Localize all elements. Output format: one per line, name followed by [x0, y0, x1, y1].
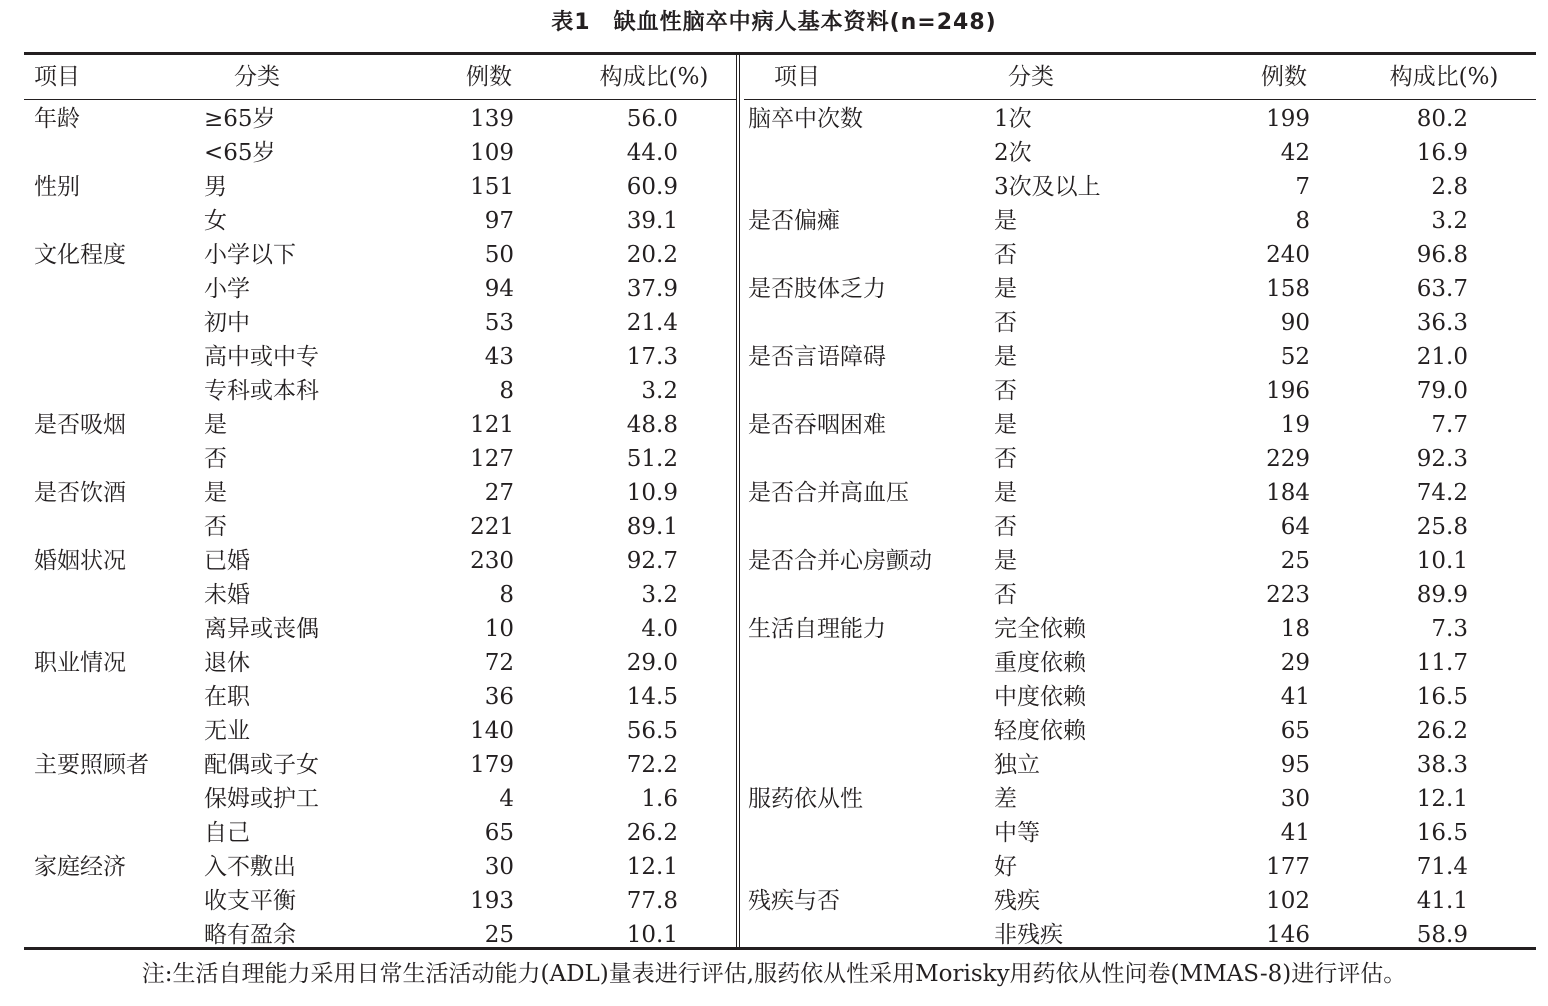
- cell-ratio: 29.0: [626, 650, 678, 676]
- table-row: [24, 884, 736, 918]
- cell-count: 97: [484, 208, 514, 234]
- table-row: [24, 306, 736, 340]
- cell-count: 193: [470, 888, 514, 914]
- cell-category: 中度依赖: [994, 684, 1086, 710]
- cell-count: 127: [470, 446, 514, 472]
- cell-ratio: 89.9: [1416, 582, 1468, 608]
- cell-ratio: 20.2: [626, 242, 678, 268]
- table-row: [24, 782, 736, 816]
- cell-item: 是否合并高血压: [748, 480, 909, 506]
- table-row: [24, 850, 736, 884]
- cell-category: 配偶或子女: [204, 752, 319, 778]
- table-row: [24, 170, 736, 204]
- cell-ratio: 7.3: [1431, 616, 1468, 642]
- cell-count: 121: [470, 412, 514, 438]
- table-right-half: [744, 55, 1536, 952]
- cell-item: 主要照顾者: [34, 752, 149, 778]
- cell-category: 否: [994, 310, 1017, 336]
- cell-category: 轻度依赖: [994, 718, 1086, 744]
- table-row: [24, 374, 736, 408]
- cell-item: 文化程度: [34, 242, 126, 268]
- cell-ratio: 3.2: [1431, 208, 1468, 234]
- cell-count: 199: [1266, 106, 1310, 132]
- cell-category: 退休: [204, 650, 250, 676]
- cell-ratio: 96.8: [1416, 242, 1468, 268]
- cell-count: 25: [484, 922, 514, 948]
- cell-category: 1次: [994, 106, 1032, 132]
- header-ratio: 构成比(%): [599, 64, 709, 90]
- header-count: 例数: [466, 64, 512, 90]
- table-row: [744, 884, 1536, 918]
- cell-count: 102: [1266, 888, 1310, 914]
- cell-ratio: 80.2: [1416, 106, 1468, 132]
- table-row: [744, 510, 1536, 544]
- cell-ratio: 79.0: [1416, 378, 1468, 404]
- cell-category: 是: [994, 276, 1017, 302]
- cell-item: 服药依从性: [748, 786, 863, 812]
- cell-category: 差: [994, 786, 1017, 812]
- cell-count: 41: [1280, 820, 1310, 846]
- table-row: [24, 544, 736, 578]
- cell-category: 是: [204, 480, 227, 506]
- cell-item: 是否肢体乏力: [748, 276, 886, 302]
- cell-ratio: 56.5: [626, 718, 678, 744]
- table-row: [744, 170, 1536, 204]
- cell-ratio: 72.2: [626, 752, 678, 778]
- cell-count: 179: [470, 752, 514, 778]
- cell-category: 保姆或护工: [204, 786, 319, 812]
- cell-category: 重度依赖: [994, 650, 1086, 676]
- cell-count: 139: [470, 106, 514, 132]
- column-divider: [736, 55, 740, 947]
- table-row: [24, 408, 736, 442]
- cell-count: 95: [1280, 752, 1310, 778]
- cell-count: 43: [484, 344, 514, 370]
- cell-ratio: 92.3: [1416, 446, 1468, 472]
- table-row: [744, 442, 1536, 476]
- table-row: [744, 136, 1536, 170]
- cell-ratio: 3.2: [641, 378, 678, 404]
- table-row: [744, 680, 1536, 714]
- table-row: [744, 102, 1536, 136]
- table-row: [24, 136, 736, 170]
- table-row: [744, 238, 1536, 272]
- cell-ratio: 38.3: [1416, 752, 1468, 778]
- table-row: [744, 204, 1536, 238]
- table-row: [744, 918, 1536, 952]
- cell-ratio: 26.2: [1416, 718, 1468, 744]
- cell-category: <65岁: [204, 140, 276, 166]
- cell-item: 是否吞咽困难: [748, 412, 886, 438]
- cell-ratio: 26.2: [626, 820, 678, 846]
- cell-count: 30: [1280, 786, 1310, 812]
- table-row: [744, 544, 1536, 578]
- cell-count: 90: [1280, 310, 1310, 336]
- table-row: [24, 918, 736, 952]
- data-table: [24, 52, 1536, 950]
- cell-category: 非残疾: [994, 922, 1063, 948]
- cell-ratio: 21.0: [1416, 344, 1468, 370]
- cell-item: 是否饮酒: [34, 480, 126, 506]
- cell-category: 是: [204, 412, 227, 438]
- cell-item: 家庭经济: [34, 854, 126, 880]
- table-row: [24, 612, 736, 646]
- cell-ratio: 36.3: [1416, 310, 1468, 336]
- cell-category: 小学以下: [204, 242, 296, 268]
- cell-count: 229: [1266, 446, 1310, 472]
- table-row: [744, 612, 1536, 646]
- cell-count: 240: [1266, 242, 1310, 268]
- cell-ratio: 2.8: [1431, 174, 1468, 200]
- cell-category: 2次: [994, 140, 1032, 166]
- cell-ratio: 10.9: [626, 480, 678, 506]
- cell-ratio: 39.1: [626, 208, 678, 234]
- cell-category: 否: [994, 514, 1017, 540]
- table-row: [24, 238, 736, 272]
- cell-ratio: 44.0: [626, 140, 678, 166]
- cell-ratio: 41.1: [1416, 888, 1468, 914]
- cell-item: 是否偏瘫: [748, 208, 840, 234]
- table-row: [24, 816, 736, 850]
- cell-count: 65: [1280, 718, 1310, 744]
- table-row: [744, 374, 1536, 408]
- cell-count: 151: [470, 174, 514, 200]
- cell-item: 生活自理能力: [748, 616, 886, 642]
- cell-ratio: 51.2: [626, 446, 678, 472]
- cell-count: 18: [1280, 616, 1310, 642]
- cell-category: 小学: [204, 276, 250, 302]
- cell-count: 72: [484, 650, 514, 676]
- cell-count: 177: [1266, 854, 1310, 880]
- cell-category: 否: [994, 446, 1017, 472]
- table-row: [744, 714, 1536, 748]
- cell-category: 女: [204, 208, 227, 234]
- cell-category: 否: [204, 446, 227, 472]
- table-row: [744, 782, 1536, 816]
- table-row: [744, 850, 1536, 884]
- cell-category: 入不敷出: [204, 854, 296, 880]
- cell-category: 否: [994, 582, 1017, 608]
- cell-ratio: 56.0: [626, 106, 678, 132]
- cell-count: 230: [470, 548, 514, 574]
- table-row: [744, 408, 1536, 442]
- cell-ratio: 11.7: [1416, 650, 1468, 676]
- header-category: 分类: [234, 64, 280, 90]
- table-row: [24, 748, 736, 782]
- cell-ratio: 63.7: [1416, 276, 1468, 302]
- cell-category: 3次及以上: [994, 174, 1101, 200]
- cell-count: 94: [484, 276, 514, 302]
- table-row: [24, 442, 736, 476]
- cell-category: 自己: [204, 820, 250, 846]
- cell-ratio: 10.1: [1416, 548, 1468, 574]
- table-row: [24, 476, 736, 510]
- table-row: [24, 680, 736, 714]
- cell-count: 221: [470, 514, 514, 540]
- cell-category: 专科或本科: [204, 378, 319, 404]
- table-body-right: [744, 100, 1536, 952]
- cell-ratio: 25.8: [1416, 514, 1468, 540]
- cell-ratio: 71.4: [1416, 854, 1468, 880]
- table-row: [24, 272, 736, 306]
- cell-category: 否: [204, 514, 227, 540]
- cell-ratio: 89.1: [626, 514, 678, 540]
- cell-count: 146: [1266, 922, 1310, 948]
- table-row: [24, 510, 736, 544]
- cell-ratio: 48.8: [626, 412, 678, 438]
- table-left-half: [24, 55, 736, 952]
- cell-ratio: 21.4: [626, 310, 678, 336]
- cell-category: 是: [994, 344, 1017, 370]
- cell-ratio: 74.2: [1416, 480, 1468, 506]
- cell-category: 是: [994, 548, 1017, 574]
- table-row: [744, 646, 1536, 680]
- cell-category: 初中: [204, 310, 250, 336]
- cell-count: 52: [1280, 344, 1310, 370]
- header-count: 例数: [1261, 64, 1307, 90]
- cell-item: 职业情况: [34, 650, 126, 676]
- cell-item: 婚姻状况: [34, 548, 126, 574]
- cell-category: 中等: [994, 820, 1040, 846]
- cell-count: 42: [1280, 140, 1310, 166]
- table-row: [24, 102, 736, 136]
- cell-ratio: 60.9: [626, 174, 678, 200]
- cell-item: 残疾与否: [748, 888, 840, 914]
- header-category: 分类: [1008, 64, 1054, 90]
- cell-item: 脑卒中次数: [748, 106, 863, 132]
- cell-ratio: 16.5: [1416, 684, 1468, 710]
- table-row: [24, 646, 736, 680]
- cell-count: 158: [1266, 276, 1310, 302]
- table-row: [744, 272, 1536, 306]
- cell-count: 184: [1266, 480, 1310, 506]
- cell-ratio: 14.5: [626, 684, 678, 710]
- cell-count: 65: [484, 820, 514, 846]
- table-row: [744, 306, 1536, 340]
- cell-category: 略有盈余: [204, 922, 296, 948]
- cell-count: 53: [484, 310, 514, 336]
- cell-category: 高中或中专: [204, 344, 319, 370]
- cell-count: 19: [1280, 412, 1310, 438]
- header-item: 项目: [34, 64, 80, 90]
- table-body-left: [24, 100, 736, 952]
- cell-ratio: 16.9: [1416, 140, 1468, 166]
- cell-count: 223: [1266, 582, 1310, 608]
- cell-item: 是否言语障碍: [748, 344, 886, 370]
- cell-item: 是否合并心房颤动: [748, 548, 932, 574]
- cell-count: 8: [499, 378, 514, 404]
- table-header-right: [744, 55, 1536, 100]
- cell-category: 已婚: [204, 548, 250, 574]
- table-row: [744, 748, 1536, 782]
- cell-item: 年龄: [34, 106, 80, 132]
- table-row: [744, 340, 1536, 374]
- cell-count: 50: [484, 242, 514, 268]
- cell-ratio: 77.8: [626, 888, 678, 914]
- cell-item: 性别: [34, 174, 80, 200]
- cell-count: 41: [1280, 684, 1310, 710]
- cell-count: 27: [484, 480, 514, 506]
- cell-category: 是: [994, 208, 1017, 234]
- cell-ratio: 10.1: [626, 922, 678, 948]
- table-note: 注:生活自理能力采用日常生活活动能力(ADL)量表进行评估,服药依从性采用Morisky用药依从性问卷(MMAS-8)进行评估。: [141, 961, 1407, 987]
- cell-ratio: 16.5: [1416, 820, 1468, 846]
- table-row: [744, 578, 1536, 612]
- cell-category: 男: [204, 174, 227, 200]
- cell-ratio: 92.7: [626, 548, 678, 574]
- cell-count: 30: [484, 854, 514, 880]
- cell-category: 好: [994, 854, 1017, 880]
- cell-category: 无业: [204, 718, 250, 744]
- header-ratio: 构成比(%): [1389, 64, 1499, 90]
- cell-category: 是: [994, 412, 1017, 438]
- cell-category: 收支平衡: [204, 888, 296, 914]
- cell-ratio: 7.7: [1431, 412, 1468, 438]
- cell-category: 否: [994, 378, 1017, 404]
- cell-item: 是否吸烟: [34, 412, 126, 438]
- table-row: [24, 578, 736, 612]
- cell-category: 在职: [204, 684, 250, 710]
- cell-category: 独立: [994, 752, 1040, 778]
- cell-category: 否: [994, 242, 1017, 268]
- cell-ratio: 3.2: [641, 582, 678, 608]
- cell-ratio: 17.3: [626, 344, 678, 370]
- table-row: [744, 816, 1536, 850]
- cell-category: ≥65岁: [204, 106, 276, 132]
- table-row: [24, 204, 736, 238]
- cell-ratio: 12.1: [626, 854, 678, 880]
- cell-ratio: 37.9: [626, 276, 678, 302]
- cell-count: 140: [470, 718, 514, 744]
- cell-count: 8: [499, 582, 514, 608]
- cell-ratio: 12.1: [1416, 786, 1468, 812]
- table-row: [744, 476, 1536, 510]
- cell-ratio: 4.0: [641, 616, 678, 642]
- cell-ratio: 58.9: [1416, 922, 1468, 948]
- cell-count: 8: [1295, 208, 1310, 234]
- cell-count: 25: [1280, 548, 1310, 574]
- cell-category: 残疾: [994, 888, 1040, 914]
- header-item: 项目: [774, 64, 820, 90]
- cell-category: 未婚: [204, 582, 250, 608]
- cell-category: 是: [994, 480, 1017, 506]
- cell-category: 完全依赖: [994, 616, 1086, 642]
- cell-count: 29: [1280, 650, 1310, 676]
- table-title: 表1 缺血性脑卒中病人基本资料(n=248): [551, 10, 997, 35]
- table-row: [24, 340, 736, 374]
- cell-ratio: 1.6: [641, 786, 678, 812]
- cell-count: 109: [470, 140, 514, 166]
- cell-count: 10: [484, 616, 514, 642]
- table-header-left: [24, 55, 736, 100]
- cell-count: 36: [484, 684, 514, 710]
- cell-count: 4: [499, 786, 514, 812]
- cell-count: 64: [1280, 514, 1310, 540]
- cell-count: 196: [1266, 378, 1310, 404]
- cell-count: 7: [1295, 174, 1310, 200]
- cell-category: 离异或丧偶: [204, 616, 319, 642]
- table-row: [24, 714, 736, 748]
